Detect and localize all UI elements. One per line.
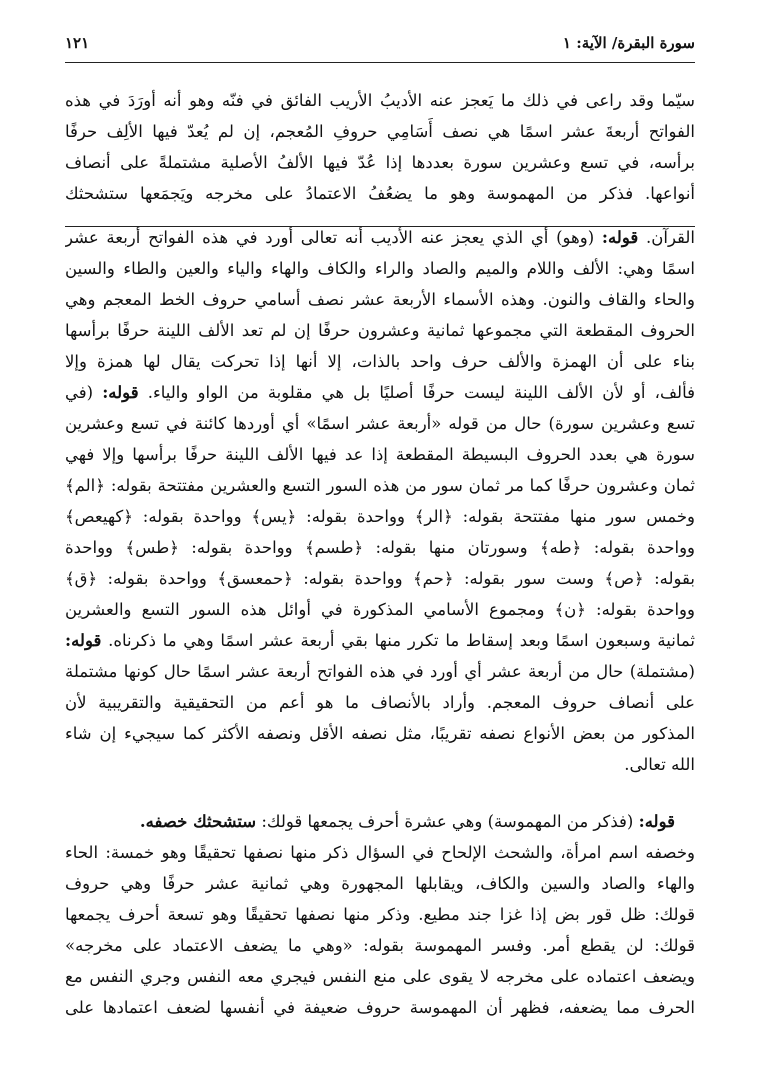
text-segment: اسمًا وهي: الألف واللام والميم والصاد والراء والكاف والهاء والياء والعين والطاء والسين	[65, 259, 695, 278]
text-line	[65, 594, 695, 625]
text-segment: الفواتح أربعةَ عشر اسمًا هي نصف أَسَامِي حروفِ المُعجم، إن لم يُعدّ فيها الألِف حرفًا	[65, 122, 695, 141]
text-line	[65, 930, 695, 961]
text-segment: قولك: ظل قور بض إذا غزا جند مطيع. وذكر منها نصفها تحقيقًا وهو تسعة أحرف يجمعها	[65, 905, 695, 924]
bold-keyword: قوله:	[638, 812, 675, 831]
text-line	[65, 147, 695, 178]
text-segment: بقوله: ﴿ص﴾ وست سور بقوله: ﴿حم﴾ وواحدة بقوله: ﴿حمعسق﴾ وواحدة بقوله: ﴿ق﴾	[65, 569, 695, 588]
text-line	[65, 346, 695, 377]
text-line	[65, 749, 695, 780]
text-segment: أنواعها. فذكر من المهموسة وهو ما يضعُفُ الاعتمادُ على مخرجه ويَجمَعها ستشحثك	[65, 184, 695, 203]
text-line	[65, 253, 695, 284]
text-line	[65, 532, 695, 563]
text-segment: فألف، أو لأن الألف اللينة ليست حرفًا أصليًا بل هي مقلوبة من الواو والياء.	[138, 383, 695, 402]
bold-keyword: قوله:	[65, 631, 102, 650]
text-line	[65, 563, 695, 594]
page-number: ١٢١	[65, 34, 90, 52]
text-segment: سورة هي بعدد الحروف البسيطة المقطعة إذا عد فيها الألف اللينة حرفًا برأسها وإلا فهي	[65, 445, 695, 464]
text-segment: قولك: لن يقطع أمر. وفسر المهموسة بقوله: «وهي ما يضعف الاعتماد على مخرجه»	[65, 936, 695, 955]
text-line	[65, 439, 695, 470]
text-segment: سيّما وقد راعى في ذلك ما يَعجز عنه الأديبُ الأريب الفائق في فنّه وهو أنه أورَدَ في هذه	[65, 91, 695, 110]
text-segment: وواحدة بقوله: ﴿ن﴾ ومجموع الأسامي المذكورة في أوائل هذه السور التسع والعشرين	[65, 600, 695, 619]
text-segment: الحرف مما يضعفه، فظهر أن المهموسة حروف ضعيفة في أنفسها لضعف اعتمادها على	[65, 998, 695, 1017]
text-line	[65, 656, 695, 687]
bold-keyword: قوله:	[601, 228, 639, 247]
text-segment: (فذكر من المهموسة) وهي عشرة أحرف يجمعها قولك:	[256, 812, 639, 831]
text-line	[65, 687, 695, 718]
commentary-text-2	[65, 806, 695, 1023]
text-line	[65, 116, 695, 147]
text-segment: ويضعف اعتماده على مخرجه لا يقوى على منع النفس فيجري معه النفس وجري النفس مع	[65, 967, 695, 986]
text-segment: بناء على أن الهمزة والألف حرف واحد بالذات، إلا أنها إذا تحركت يقال لها همزة وإلا	[65, 352, 695, 371]
text-line	[65, 85, 695, 116]
text-segment: على أنصاف حروف المعجم. وأراد بالأنصاف ما هو أعم من التحقيقية والتقريبية لأن	[65, 693, 695, 712]
text-segment: الله تعالى.	[624, 755, 695, 774]
text-segment: المذكور من بعض الأنواع نصفه تقريبًا، مثل نصفه الأقل ونصفه الأكثر كما سيجيء إن شاء	[65, 724, 695, 743]
text-segment: القرآن.	[638, 228, 695, 247]
running-header	[65, 34, 695, 58]
text-line	[65, 837, 695, 868]
text-segment: وخمس سور منها مفتتحة بقوله: ﴿الر﴾ وواحدة بقوله: ﴿يس﴾ وواحدة بقوله: ﴿كهيعص﴾	[65, 507, 695, 526]
bold-keyword: قوله:	[102, 383, 139, 402]
text-line	[65, 501, 695, 532]
text-line	[65, 470, 695, 501]
text-segment: تسع وعشرين سورة) حال من قوله «أربعة عشر اسمًا» أي أوردها كائنة في تسع وعشرين	[65, 414, 695, 433]
text-segment: برأسه، في تسع وعشرين سورة بعددها إذا عُدّ فيها الألفُ الأصلية مشتملةً على أنصاف	[65, 153, 695, 172]
text-segment: الحروف المقطعة التي مجموعها ثمانية وعشرون حرفًا إن لم تعد الألف اللينة حرفًا برأسها	[65, 321, 695, 340]
text-segment: وخصفه اسم امرأة، والشحث الإلحاح في السؤال ذكر منها نصفها تحقيقًا وهو خمسة: الحاء	[65, 843, 695, 862]
text-line	[65, 315, 695, 346]
text-line	[65, 377, 695, 408]
text-line	[65, 992, 695, 1023]
text-segment: والهاء والصاد والسين والكاف، ويقابلها المجهورة وهي ثمانية عشر حرفًا وهي حروف	[65, 874, 695, 893]
text-line	[65, 718, 695, 749]
bold-keyword: ستشحثك خصفه.	[139, 812, 257, 831]
header-title: سورة البقرة/ الآية: ١	[562, 34, 695, 52]
text-segment: (في	[65, 383, 103, 402]
text-line	[65, 899, 695, 930]
text-segment: والحاء والقاف والنون. وهذه الأسماء الأربعة عشر نصف أسامي حروف الخط المعجم وهي	[65, 290, 695, 309]
text-line	[65, 178, 695, 209]
text-line	[65, 625, 695, 656]
commentary-text	[65, 222, 695, 780]
text-line	[65, 961, 695, 992]
main-text	[65, 85, 695, 209]
text-segment: ثمان وعشرون حرفًا كما مر ثمان سور من هذه السور التسع والعشرين مفتتحة بقوله: ﴿الم﴾	[65, 476, 695, 495]
text-line	[65, 868, 695, 899]
text-segment: (مشتملة) حال من أربعة عشر أي أورد في هذه الفواتح أربعة عشر اسمًا حال كونها مشتملة	[65, 662, 695, 681]
text-line	[65, 408, 695, 439]
text-segment: (وهو) أي الذي يعجز عنه الأديب أنه تعالى أورد في هذه الفواتح أربعة عشر	[65, 228, 602, 247]
text-line	[65, 222, 695, 253]
text-line	[65, 284, 695, 315]
text-segment: وواحدة بقوله: ﴿طه﴾ وسورتان منها بقوله: ﴿طسم﴾ وواحدة بقوله: ﴿طس﴾ وواحدة	[65, 538, 695, 557]
header-rule	[65, 62, 695, 63]
text-line	[65, 806, 695, 837]
text-segment: ثمانية وسبعون اسمًا وبعد إسقاط ما تكرر منها بقي أربعة عشر اسمًا وهي ما ذكرناه.	[101, 631, 695, 650]
